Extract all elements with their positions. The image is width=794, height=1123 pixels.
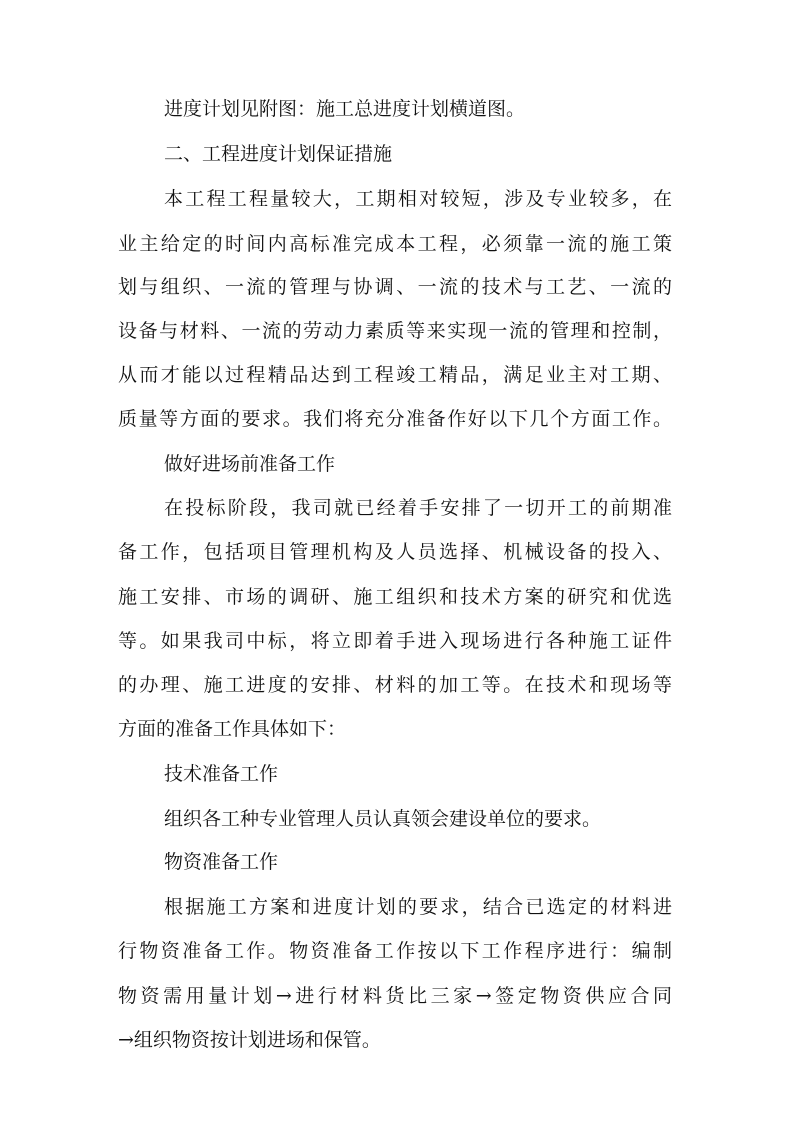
text-line: 行物资准备工作。物资准备工作按以下工作程序进行：编制 xyxy=(118,940,672,962)
text-line: 设备与材料、一流的劳动力素质等来实现一流的管理和控制， xyxy=(118,320,672,342)
text-line: 物资需用量计划→进行材料货比三家→签定物资供应合同 xyxy=(118,985,672,1007)
text-line: 根据施工方案和进度计划的要求，结合已选定的材料进 xyxy=(164,896,672,918)
subsection-heading: 物资准备工作 xyxy=(164,851,279,873)
text-line: 在投标阶段，我司就已经着手安排了一切开工的前期准 xyxy=(164,497,672,519)
text-line: →组织物资按计划进场和保管。 xyxy=(118,1029,381,1051)
text-line: 备工作，包括项目管理机构及人员选择、机械设备的投入、 xyxy=(118,541,672,563)
section-heading: 二、工程进度计划保证措施 xyxy=(164,143,393,165)
subsection-heading: 技术准备工作 xyxy=(164,763,279,785)
text-line: 方面的准备工作具体如下： xyxy=(118,718,347,740)
subsection-heading: 做好进场前准备工作 xyxy=(164,453,336,475)
text-line: 从而才能以过程精品达到工程竣工精品，满足业主对工期、 xyxy=(118,364,672,386)
text-line: 等。如果我司中标，将立即着手进入现场进行各种施工证件 xyxy=(118,630,672,652)
text-line: 本工程工程量较大，工期相对较短，涉及专业较多，在 xyxy=(164,188,672,210)
text-line: 质量等方面的要求。我们将充分准备作好以下几个方面工作。 xyxy=(118,408,672,430)
text-line: 组织各工种专业管理人员认真领会建设单位的要求。 xyxy=(164,808,602,830)
text-line: 业主给定的时间内高标准完成本工程，必须靠一流的施工策 xyxy=(118,233,672,255)
text-line: 划与组织、一流的管理与协调、一流的技术与工艺、一流的 xyxy=(118,276,672,298)
text-line: 进度计划见附图：施工总进度计划横道图。 xyxy=(164,98,526,120)
text-line: 的办理、施工进度的安排、材料的加工等。在技术和现场等 xyxy=(118,674,672,696)
text-line: 施工安排、市场的调研、施工组织和技术方案的研究和优选 xyxy=(118,586,672,608)
